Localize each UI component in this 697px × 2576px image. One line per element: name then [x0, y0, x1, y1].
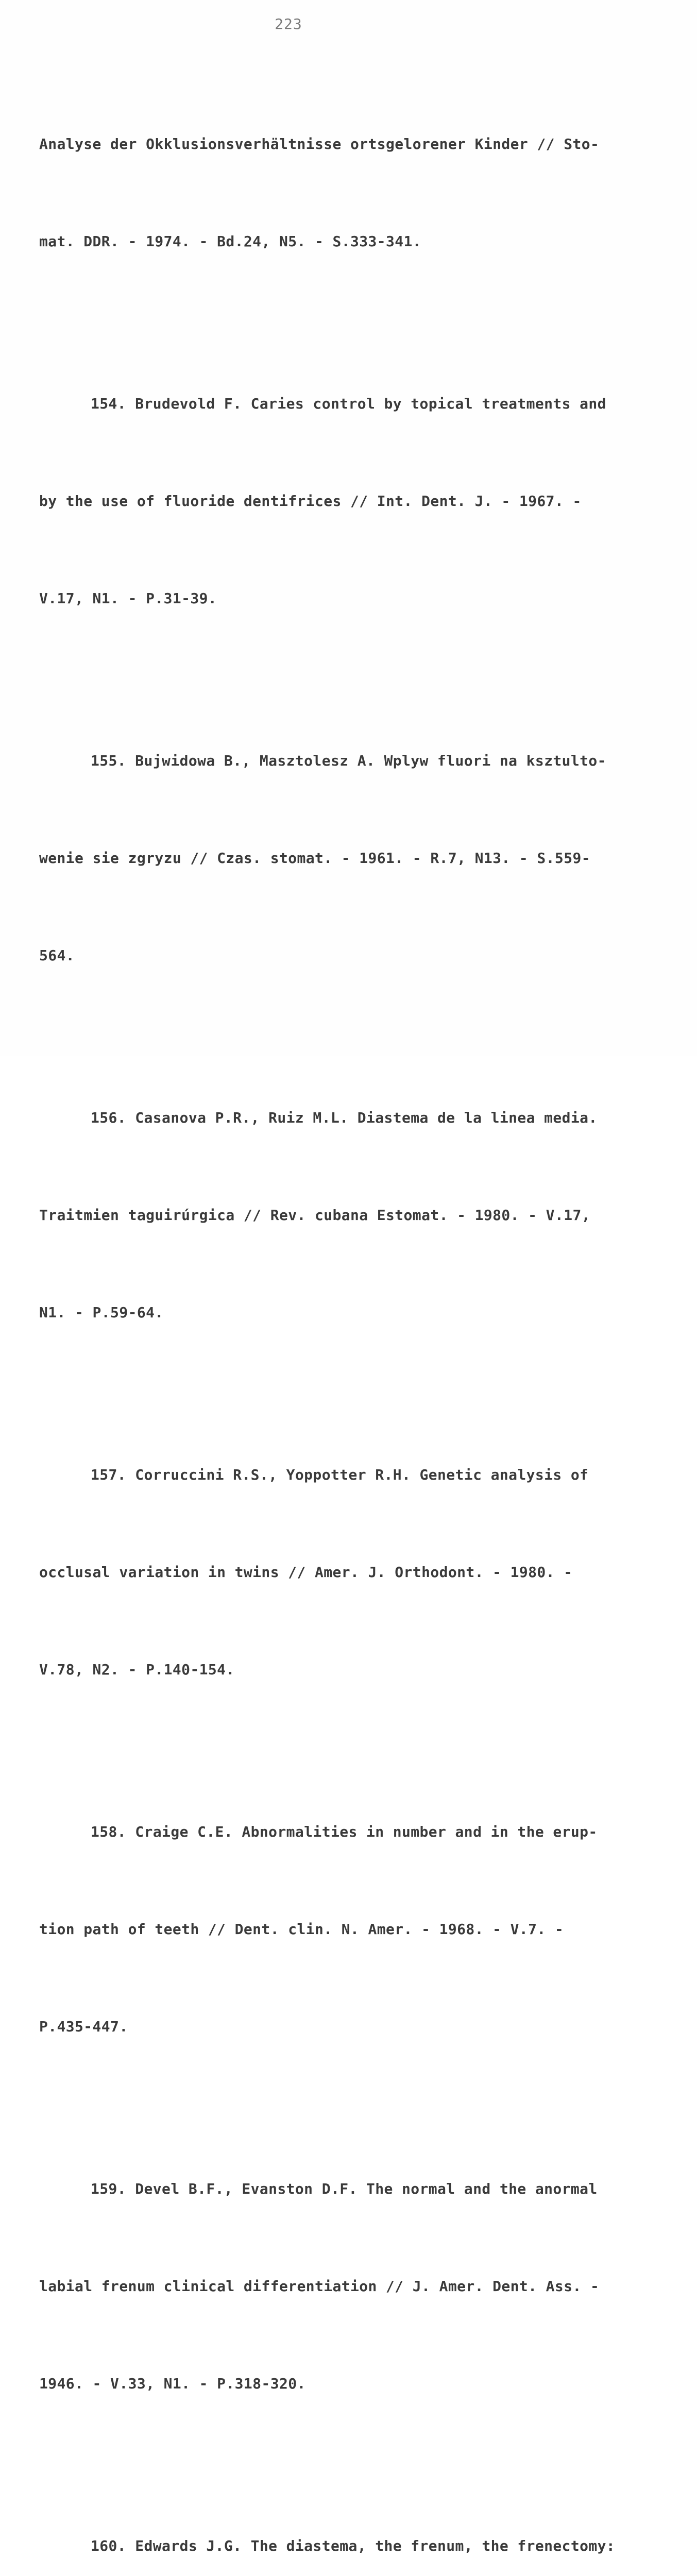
reference-line: V.17, N1. - P.31-39. [39, 590, 217, 607]
reference-line: mat. DDR. - 1974. - Bd.24, N5. - S.333-341. [39, 233, 422, 250]
reference-line: 157. Corruccini R.S., Yoppotter R.H. Genetic analysis of [91, 1466, 589, 1483]
reference-line: 1946. - V.33, N1. - P.318-320. [39, 2375, 306, 2392]
reference-line: 154. Brudevold F. Caries control by topical treatments and [91, 395, 606, 412]
reference-entry-158 [39, 1751, 662, 2108]
reference-list [39, 63, 662, 2576]
reference-entry-157 [39, 1394, 662, 1751]
reference-entry-154 [39, 323, 662, 680]
reference-line: Traitmien taguirúrgica // Rev. cubana Estomat. - 1980. - V.17, [39, 1207, 590, 1224]
reference-line: 159. Devel B.F., Evanston D.F. The normal and the anormal [91, 2180, 598, 2197]
reference-line: 564. [39, 947, 75, 964]
page-number: 223 [275, 15, 302, 32]
reference-entry-155 [39, 680, 662, 1037]
reference-entry-continued [39, 63, 662, 323]
reference-line: 160. Edwards J.G. The diastema, the frenum, the frenectomy: [91, 2537, 616, 2554]
reference-entry-156 [39, 1037, 662, 1394]
reference-line: labial frenum clinical differentiation // J. Amer. Dent. Ass. - [39, 2278, 600, 2295]
reference-entry-159 [39, 2108, 662, 2465]
reference-line: tion path of teeth // Dent. clin. N. Amer. - 1968. - V.7. - [39, 1921, 564, 1938]
reference-line: by the use of fluoride dentifrices // Int. Dent. J. - 1967. - [39, 493, 582, 510]
reference-line: N1. - P.59-64. [39, 1304, 164, 1321]
reference-line: 156. Casanova P.R., Ruiz M.L. Diastema de la linea media. [91, 1109, 598, 1126]
reference-line: wenie sie zgryzu // Czas. stomat. - 1961. - R.7, N13. - S.559- [39, 850, 590, 867]
reference-line: 158. Craige C.E. Abnormalities in number and in the erup- [91, 1823, 598, 1840]
reference-line: Analyse der Okklusionsverhältnisse ortsgelorener Kinder // Sto- [39, 135, 600, 152]
reference-line: P.435-447. [39, 2018, 128, 2035]
reference-line: V.78, N2. - P.140-154. [39, 1661, 235, 1678]
reference-line: occlusal variation in twins // Amer. J. Orthodont. - 1980. - [39, 1564, 573, 1581]
reference-entry-160 [39, 2465, 662, 2576]
reference-line: 155. Bujwidowa B., Masztolesz A. Wplyw fluori na ksztulto- [91, 752, 606, 769]
